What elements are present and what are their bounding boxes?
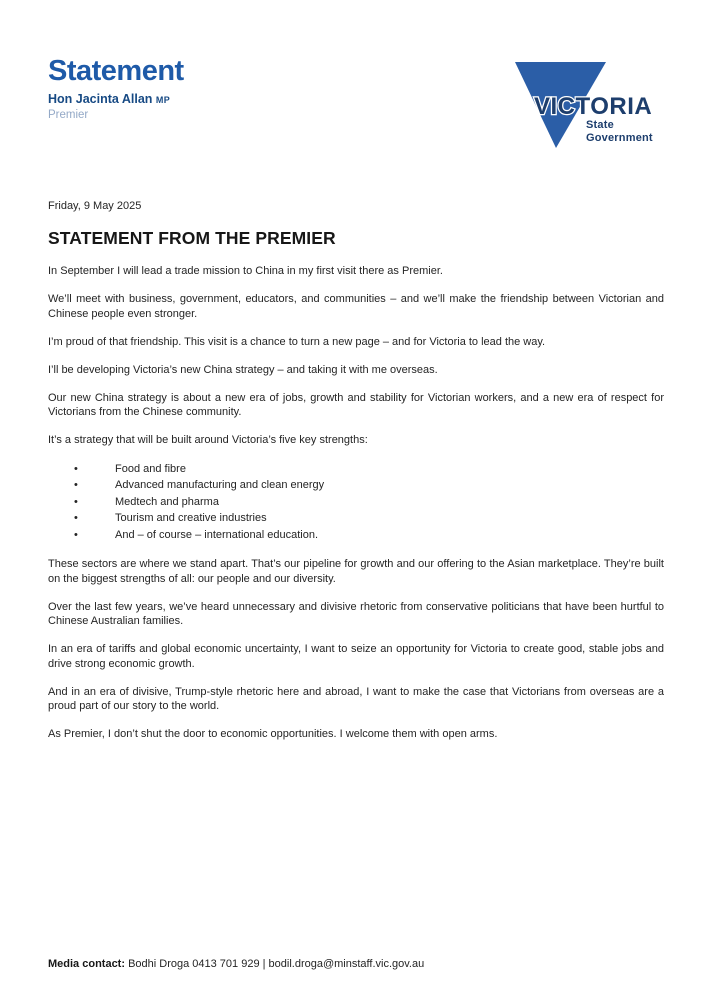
bullet-icon: • (74, 479, 78, 492)
bullet-icon: • (74, 463, 78, 475)
document-date: Friday, 9 May 2025 (48, 200, 142, 212)
media-contact-details: Bodhi Droga 0413 701 929 | bodil.droga@minstaff.vic.gov.au (128, 958, 425, 970)
list-item (48, 494, 664, 510)
key-strengths-list (48, 461, 664, 543)
media-contact-label: Media contact: (48, 958, 126, 970)
masthead-title: Statement (48, 55, 184, 87)
list-item (48, 510, 664, 526)
list-item-label: Tourism and creative industries (115, 512, 267, 525)
victoria-logo-svg (498, 55, 668, 150)
list-item-label: Food and fibre (115, 463, 186, 475)
paragraph: These sectors are where we stand apart. That’s our pipeline for growth and our offering to the Asian marketplace. They’re built on the biggest strengths of all: our people and our diversity. (48, 558, 664, 585)
document-body (48, 200, 664, 755)
paragraph: Over the last few years, we’ve heard unnecessary and divisive rhetoric from conservative politicians that have been hurtful to Chinese Australian families. (48, 600, 664, 628)
paragraph: It’s a strategy that will be built around Victoria’s five key strengths: (48, 434, 368, 446)
list-item-label: And – of course – international education. (115, 528, 319, 541)
author-name-text: Hon Jacinta Allan (48, 92, 153, 106)
logo-wordmark-text: VICTORIA (534, 93, 653, 120)
letterhead (48, 56, 184, 121)
paragraph: In September I will lead a trade mission to China in my first visit there as Premier. (48, 265, 443, 277)
list-item-label: Medtech and pharma (115, 495, 219, 508)
paragraph: We’ll meet with business, government, educators, and communities – and we’ll make the friendship between Victorian and Chinese people even stronger. (48, 293, 664, 320)
paragraph: I’m proud of that friendship. This visit is a chance to turn a new page – and for Victoria to lead the way. (48, 335, 546, 348)
paragraph: And in an era of divisive, Trump-style rhetoric here and abroad, I want to make the case that Victorians from overseas are a proud part of our story to the world. (48, 685, 664, 713)
victoria-state-government-logo (498, 55, 668, 150)
list-item (48, 461, 664, 477)
document-title: STATEMENT FROM THE PREMIER (48, 228, 336, 248)
bullet-icon: • (74, 512, 78, 525)
logo-subtext-state: State (586, 119, 614, 131)
author-role: Premier (48, 109, 89, 121)
author-name (48, 93, 184, 107)
bullet-icon: • (74, 495, 78, 508)
media-contact-line (48, 958, 424, 971)
list-item-label: Advanced manufacturing and clean energy (115, 479, 325, 492)
bullet-icon: • (74, 528, 78, 541)
paragraph: Our new China strategy is about a new era of jobs, growth and stability for Victorian workers, and a new era of respect for Victorians from the Chinese community. (48, 391, 664, 418)
author-post-nominal: MP (155, 95, 171, 105)
paragraph: I’ll be developing Victoria’s new China strategy – and taking it with me overseas. (48, 363, 438, 376)
paragraph: In an era of tariffs and global economic uncertainty, I want to seize an opportunity for Victoria to create good, stable jobs and drive strong economic growth. (48, 643, 664, 670)
logo-subtext-government: Government (586, 132, 653, 144)
list-item (48, 477, 664, 493)
list-item (48, 527, 664, 543)
paragraph: As Premier, I don’t shut the door to economic opportunities. I welcome them with open arms. (48, 728, 498, 741)
